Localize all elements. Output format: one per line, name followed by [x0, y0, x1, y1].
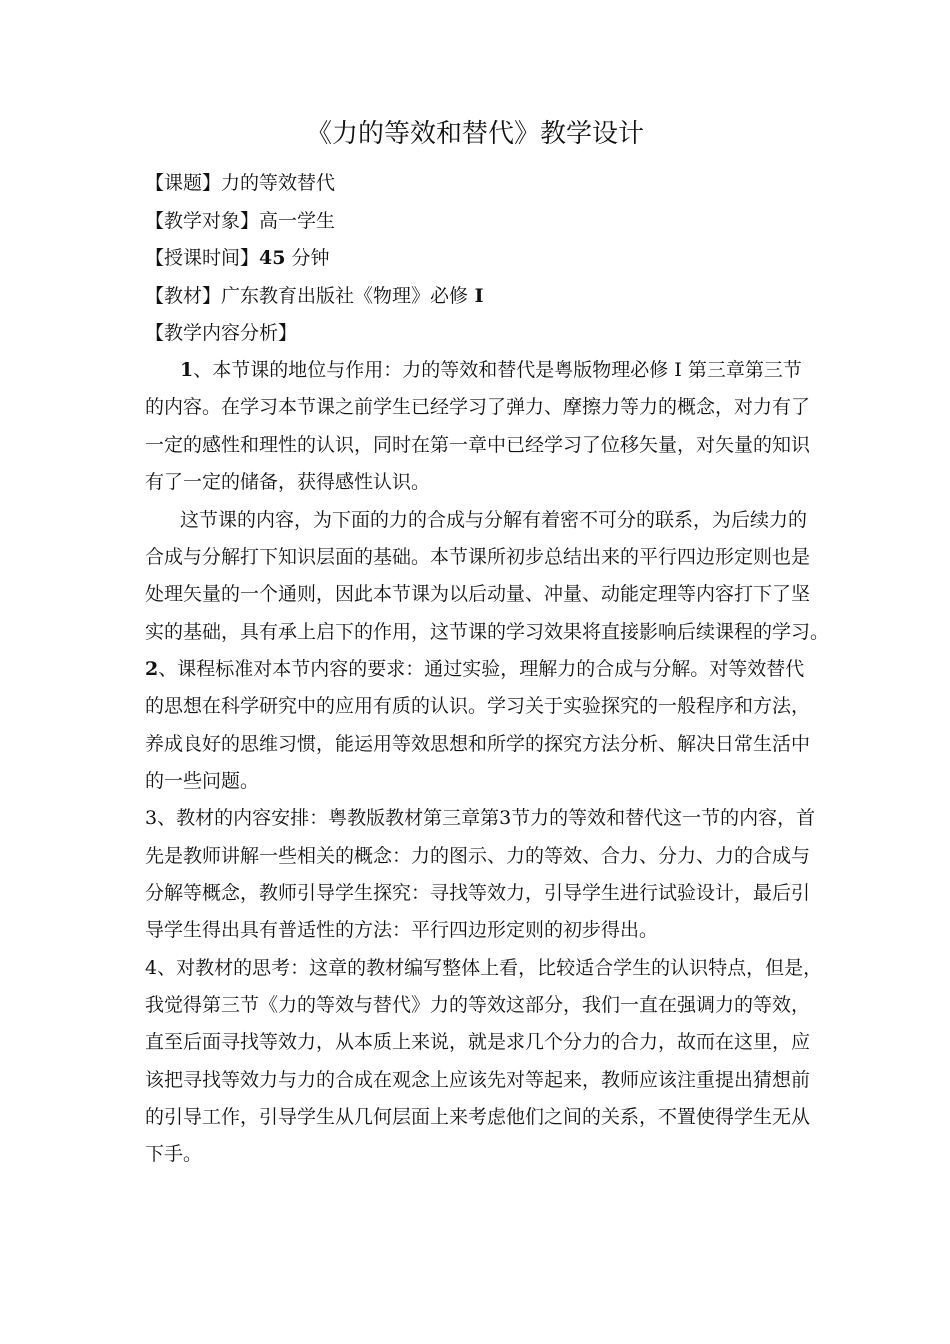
- textbook-value: 广东教育出版社《物理》必修: [221, 285, 469, 307]
- topic-value: 力的等效替代: [221, 172, 336, 194]
- para5-line-2: 我觉得第三节《力的等效与替代》力的等效这部分，我们一直在强调力的等效，: [145, 994, 811, 1016]
- para4-line-4: 导学生得出具有普适性的方法：平行四边形定则的初步得出。: [145, 919, 659, 941]
- para1-line-2: 的内容。在学习本节课之前学生已经学习了弹力、摩擦力等力的概念，对力有了: [145, 396, 811, 418]
- analysis-label: 【教学内容分析】: [145, 322, 298, 344]
- para5-line-3: 直至后面寻找等效力，从本质上来说，就是求几个分力的合力，故而在这里，应: [145, 1031, 811, 1053]
- para4-line-2: 先是教师讲解一些相关的概念：力的图示、力的等效、合力、分力、力的合成与: [145, 845, 811, 867]
- para2-line-4: 实的基础，具有承上启下的作用，这节课的学习效果将直接影响后续课程的学习。: [145, 621, 830, 643]
- time-label: 【授课时间】: [145, 247, 260, 269]
- para3-line-3: 养成良好的思维习惯，能运用等效思想和所学的探究方法分析、解决日常生活中: [145, 733, 811, 755]
- para3-line-2: 的思想在科学研究中的应用有质的认识。学习关于实验探究的一般程序和方法，: [145, 695, 811, 717]
- para1-line-1: [180, 355, 802, 385]
- para4-line-3: 分解等概念，教师引导学生探究：寻找等效力，引导学生进行试验设计，最后引: [145, 882, 811, 904]
- para5-line-1: 4、对教材的思考：这章的教材编写整体上看，比较适合学生的认识特点，但是，: [145, 957, 823, 979]
- para1-line-3: 一定的感性和理性的认识，同时在第一章中已经学习了位移矢量，对矢量的知识: [145, 434, 811, 456]
- para1-line-4: 有了一定的储备，获得感性认识。: [145, 471, 431, 493]
- meta-audience: [145, 206, 335, 236]
- para2-line-3: 处理矢量的一个通则，因此本节课为以后动量、冲量、动能定理等内容打下了坚: [145, 583, 811, 605]
- topic-label: 【课题】: [145, 172, 222, 194]
- textbook-label: 【教材】: [145, 285, 222, 307]
- para5-line-5: 的引导工作，引导学生从几何层面上来考虑他们之间的关系，不置使得学生无从: [145, 1106, 811, 1128]
- time-number: 45: [259, 247, 286, 269]
- para5-line-6: 下手。: [145, 1143, 203, 1165]
- para4-line-1: 3、教材的内容安排：粤教版教材第三章第3节力的等效和替代这一节的内容，首: [145, 807, 816, 829]
- meta-analysis-heading: [145, 318, 297, 348]
- para2-line-2: 合成与分解打下知识层面的基础。本节课所初步总结出来的平行四边形定则也是: [145, 546, 811, 568]
- para1-number: 1: [180, 359, 194, 381]
- meta-textbook: [145, 281, 484, 311]
- audience-value: 高一学生: [259, 210, 336, 232]
- para3-line-4: 的一些问题。: [145, 770, 260, 792]
- audience-label: 【教学对象】: [145, 210, 260, 232]
- para5-line-4: 该把寻找等效力与力的合成在观念上应该先对等起来，教师应该注重提出猜想前: [145, 1069, 811, 1091]
- para1-text-1: 、本节课的地位与作用：力的等效和替代是粤版物理必修 I 第三章第三节: [193, 359, 802, 381]
- time-unit: 分钟: [285, 247, 330, 269]
- para2-line-1: 这节课的内容，为下面的力的合成与分解有着密不可分的联系，为后续力的: [180, 509, 808, 531]
- para3-number: 2: [145, 658, 159, 680]
- para3-line-1: [145, 654, 804, 684]
- para3-text-1: 、课程标准对本节内容的要求：通过实验，理解力的合成与分解。对等效替代: [158, 658, 805, 680]
- document-title: 《力的等效和替代》教学设计: [305, 119, 644, 149]
- meta-time: [145, 243, 330, 273]
- textbook-volume: I: [468, 285, 484, 307]
- meta-topic: [145, 168, 335, 198]
